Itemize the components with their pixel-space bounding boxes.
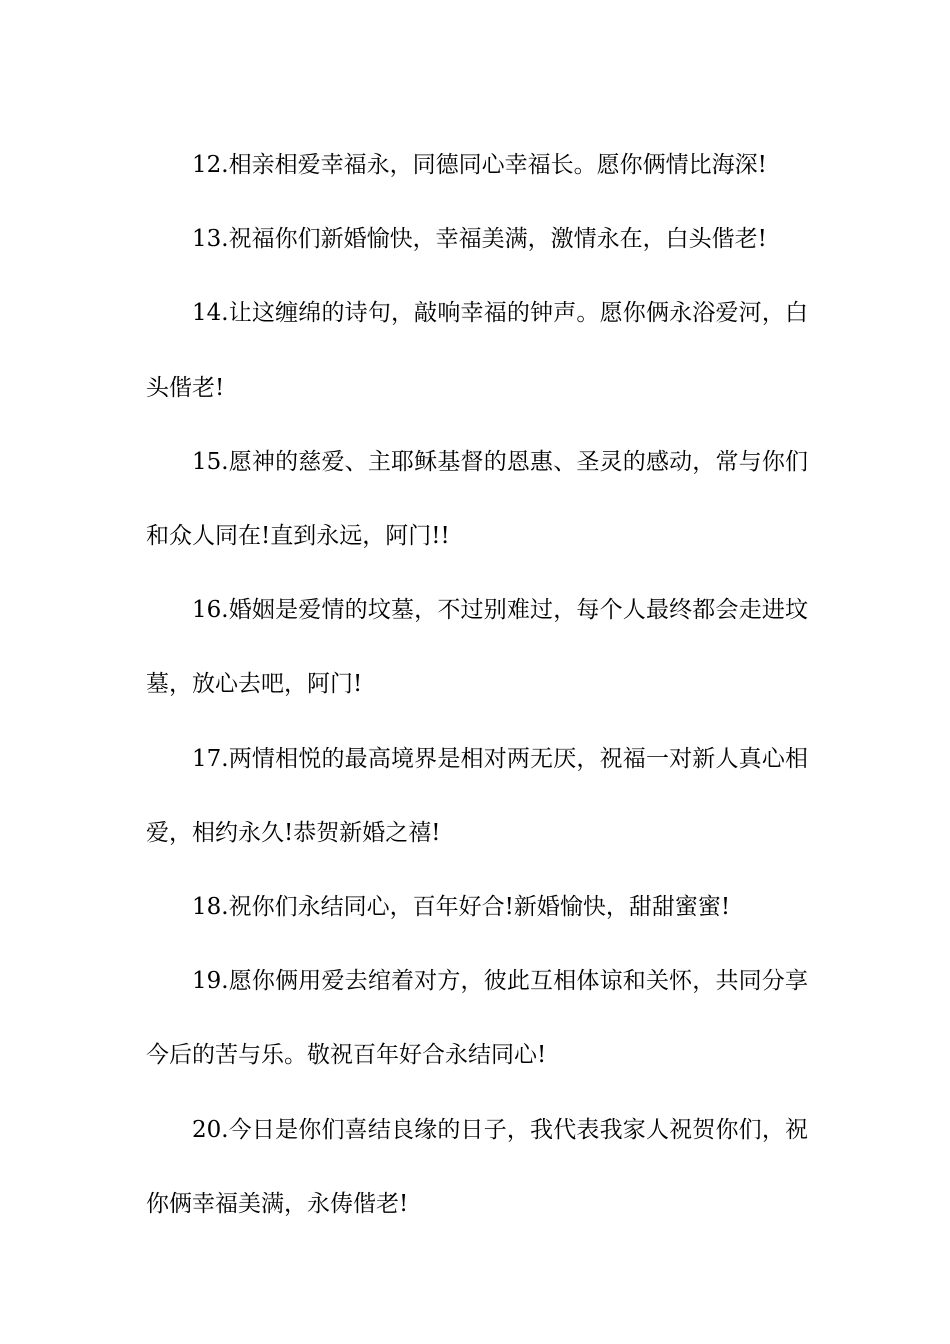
paragraph-13: 13.祝福你们新婚愉快，幸福美满，激情永在，白头偕老! xyxy=(192,226,767,253)
document-body xyxy=(146,128,808,1241)
paragraph-17: 17.两情相悦的最高境界是相对两无厌，祝福一对新人真心相爱，相约永久!恭贺新婚之禧! xyxy=(146,745,808,846)
paragraph-18: 18.祝你们永结同心，百年好合!新婚愉快，甜甜蜜蜜! xyxy=(192,894,731,921)
paragraph-19: 19.愿你俩用爱去绾着对方，彼此互相体谅和关怀，共同分享今后的苦与乐。敬祝百年好合永结同心! xyxy=(146,968,808,1069)
paragraph-16: 16.婚姻是爱情的坟墓，不过别难过，每个人最终都会走进坟墓，放心去吧，阿门! xyxy=(146,597,808,698)
paragraph-20: 20.今日是你们喜结良缘的日子，我代表我家人祝贺你们，祝你俩幸福美满，永俦偕老! xyxy=(146,1116,808,1217)
paragraph-14: 14.让这缠绵的诗句，敲响幸福的钟声。愿你俩永浴爱河，白头偕老! xyxy=(146,300,808,401)
paragraph-15: 15.愿神的慈爱、主耶稣基督的恩惠、圣灵的感动，常与你们和众人同在!直到永远，阿门!! xyxy=(146,448,808,550)
paragraph-12: 12.相亲相爱幸福永，同德同心幸福长。愿你俩情比海深! xyxy=(192,152,767,178)
